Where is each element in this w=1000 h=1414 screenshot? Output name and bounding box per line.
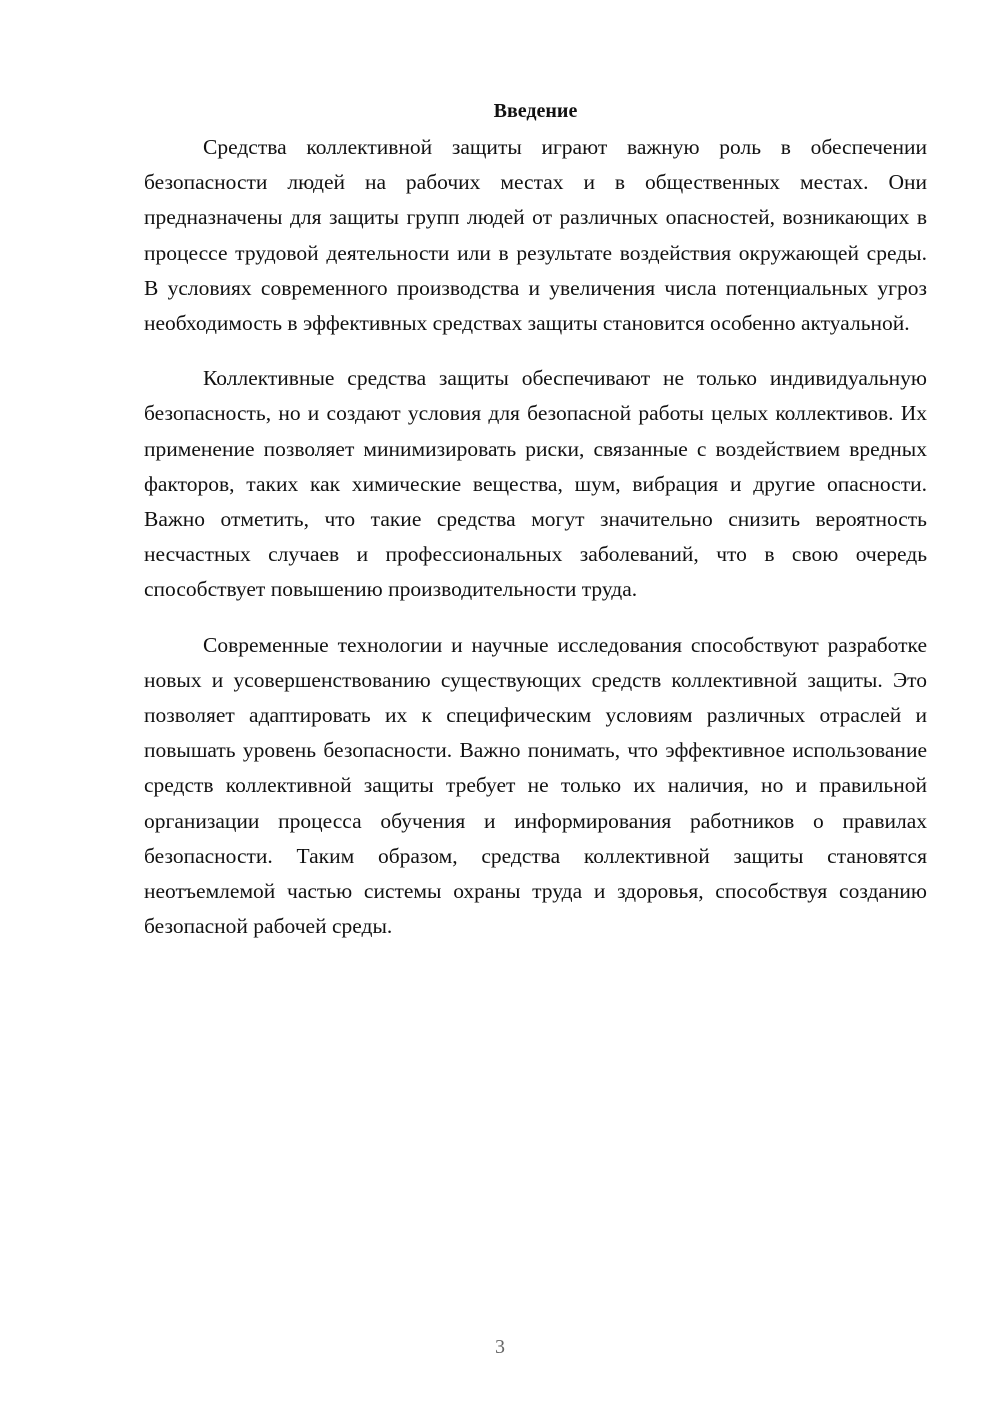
page-number: 3 <box>495 1336 505 1358</box>
page-content <box>144 96 927 964</box>
paragraph-1: Средства коллективной защиты играют важную роль в обеспечении безопасности людей на рабочих местах и в общественных местах. Они предназначены для защиты групп людей от различных опасностей, возникающих в процессе трудовой деятельности или в результате воздействия окружающей среды. В условиях современного производства и увеличения числа потенциальных угроз необходимость в эффективных средствах защиты становится особенно актуальной. <box>144 135 927 336</box>
paragraph-2: Коллективные средства защиты обеспечивают не только индивидуальную безопасность, но и создают условия для безопасной работы целых коллективов. Их применение позволяет минимизировать риски, связанные с воздействием вредных факторов, таких как химические вещества, шум, вибрация и другие опасности. Важно отметить, что такие средства могут значительно снизить вероятность несчастных случаев и профессиональных заболеваний, что в свою очередь способствует повышению производительности труда. <box>144 366 927 602</box>
paragraph-3: Современные технологии и научные исследования способствуют разработке новых и усовершенствованию существующих средств коллективной защиты. Это позволяет адаптировать их к специфическим условиям различных отраслей и повышать уровень безопасности. Важно понимать, что эффективное использование средств коллективной защиты требует не только их наличия, но и правильной организации процесса обучения и информирования работников о правилах безопасности. Таким образом, средства коллективной защиты становятся неотъемлемой частью системы охраны труда и здоровья, способствуя созданию безопасной рабочей среды. <box>144 632 927 939</box>
section-title: Введение <box>493 100 578 122</box>
